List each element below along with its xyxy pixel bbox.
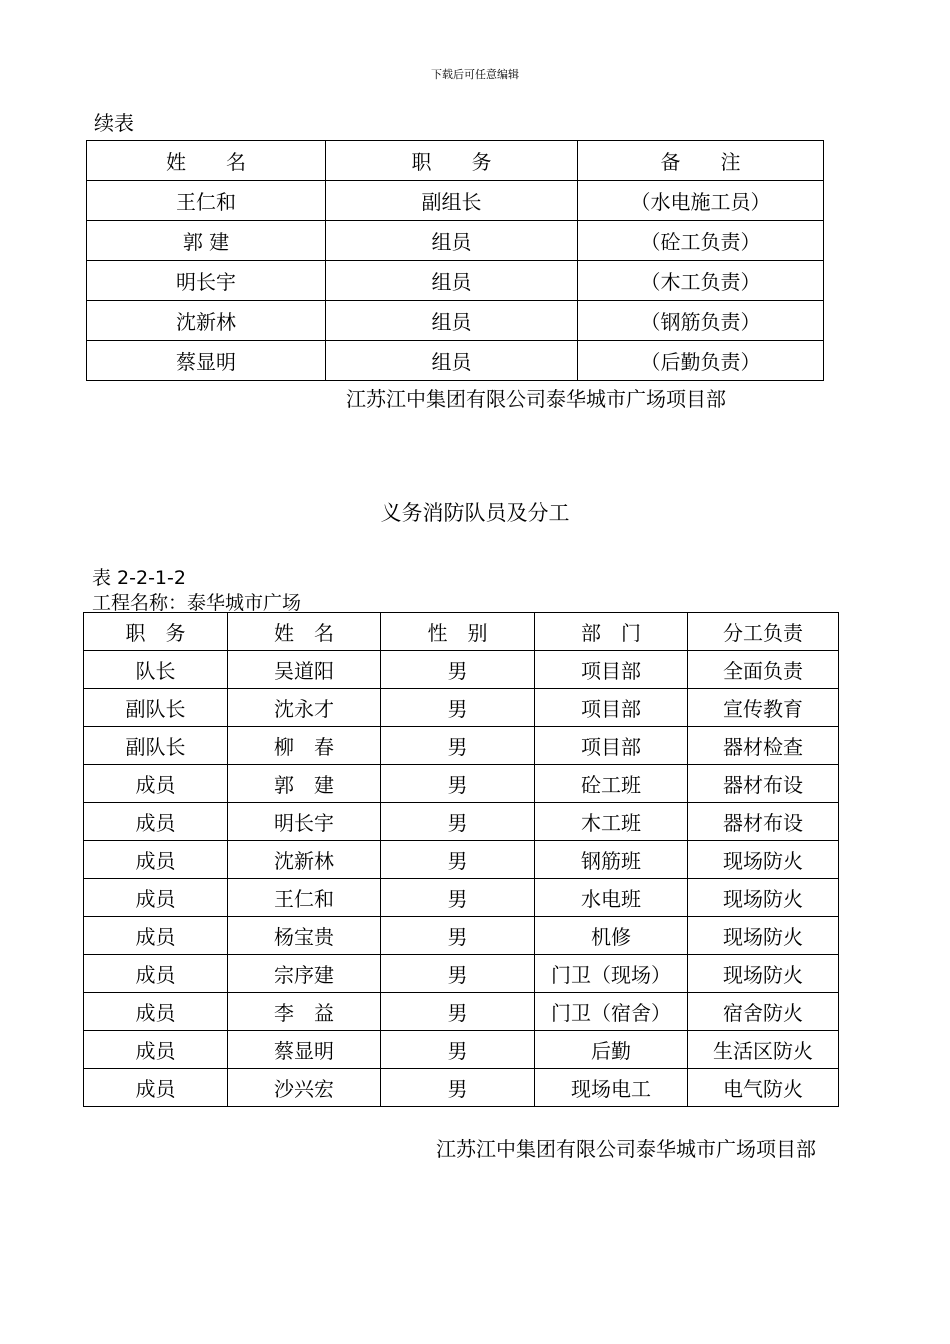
table-cell: 成员 <box>84 1069 228 1107</box>
table-cell: 男 <box>381 917 535 955</box>
table-cell: 沈永才 <box>228 689 381 727</box>
table-cell: 副队长 <box>84 689 228 727</box>
company-name-1: 江苏江中集团有限公司泰华城市广场项目部 <box>346 387 726 411</box>
table-cell: 组员 <box>326 341 578 381</box>
column-header: 职 务 <box>84 613 228 651</box>
table-cell: 器材布设 <box>688 803 839 841</box>
table-header-row <box>87 141 824 181</box>
table-cell: 男 <box>381 651 535 689</box>
table-cell: 后勤 <box>535 1031 688 1069</box>
table-cell: 蔡显明 <box>87 341 326 381</box>
table-cell: 门卫（宿舍） <box>535 993 688 1031</box>
table-row <box>84 1031 839 1069</box>
table-cell: 成员 <box>84 879 228 917</box>
table-row <box>87 261 824 301</box>
column-header: 姓 名 <box>228 613 381 651</box>
table-cell: 成员 <box>84 955 228 993</box>
table-row <box>87 301 824 341</box>
column-header: 部 门 <box>535 613 688 651</box>
table-cell: 男 <box>381 803 535 841</box>
table-cell: 木工班 <box>535 803 688 841</box>
table-cell: 明长宇 <box>228 803 381 841</box>
table-cell: 机修 <box>535 917 688 955</box>
table-cell: 现场防火 <box>688 917 839 955</box>
table-cell: 吴道阳 <box>228 651 381 689</box>
table-cell: 成员 <box>84 1031 228 1069</box>
company-name-2: 江苏江中集团有限公司泰华城市广场项目部 <box>436 1137 816 1161</box>
table-cell: 现场防火 <box>688 841 839 879</box>
table-cell: 组员 <box>326 221 578 261</box>
table-cell: 门卫（现场） <box>535 955 688 993</box>
table-cell: 砼工班 <box>535 765 688 803</box>
table-cell: （钢筋负责） <box>578 301 824 341</box>
continued-table <box>86 140 824 381</box>
table-header-row <box>84 613 839 651</box>
table-cell: 男 <box>381 955 535 993</box>
table-row <box>84 841 839 879</box>
table-cell: 现场防火 <box>688 955 839 993</box>
table-cell: 男 <box>381 727 535 765</box>
table-cell: 男 <box>381 689 535 727</box>
table-cell: 李 益 <box>228 993 381 1031</box>
table-cell: 项目部 <box>535 651 688 689</box>
column-header: 职 务 <box>326 141 578 181</box>
table-cell: 男 <box>381 1031 535 1069</box>
table-cell: 器材检查 <box>688 727 839 765</box>
table-row <box>87 341 824 381</box>
table-cell: 蔡显明 <box>228 1031 381 1069</box>
table-cell: 王仁和 <box>228 879 381 917</box>
table-cell: （水电施工员） <box>578 181 824 221</box>
column-header: 备 注 <box>578 141 824 181</box>
table-cell: 男 <box>381 841 535 879</box>
table-cell: 水电班 <box>535 879 688 917</box>
table-cell: 男 <box>381 879 535 917</box>
table-row <box>84 879 839 917</box>
table-row <box>87 221 824 261</box>
table-cell: 沈新林 <box>87 301 326 341</box>
table-cell: 男 <box>381 1069 535 1107</box>
table-cell: 生活区防火 <box>688 1031 839 1069</box>
table-cell: 组员 <box>326 261 578 301</box>
table-cell: 柳 春 <box>228 727 381 765</box>
continued-table-title: 续表 <box>94 111 134 135</box>
table-cell: 副队长 <box>84 727 228 765</box>
table-cell: 现场防火 <box>688 879 839 917</box>
table-row <box>84 727 839 765</box>
column-header: 分工负责 <box>688 613 839 651</box>
table-cell: 成员 <box>84 917 228 955</box>
page-header-note: 下载后可任意编辑 <box>431 68 519 81</box>
table-cell: 男 <box>381 993 535 1031</box>
column-header: 性 别 <box>381 613 535 651</box>
table-cell: 器材布设 <box>688 765 839 803</box>
table-cell: 宿舍防火 <box>688 993 839 1031</box>
table-cell: 队长 <box>84 651 228 689</box>
table-cell: 组员 <box>326 301 578 341</box>
table-cell: 全面负责 <box>688 651 839 689</box>
table-row <box>87 181 824 221</box>
table-cell: 成员 <box>84 765 228 803</box>
table-cell: 沙兴宏 <box>228 1069 381 1107</box>
table-row <box>84 1069 839 1107</box>
table-cell: 副组长 <box>326 181 578 221</box>
table-cell: 现场电工 <box>535 1069 688 1107</box>
table-cell: 王仁和 <box>87 181 326 221</box>
table-cell: 宣传教育 <box>688 689 839 727</box>
column-header: 姓 名 <box>87 141 326 181</box>
table-row <box>84 917 839 955</box>
table-row <box>84 993 839 1031</box>
table-row <box>84 765 839 803</box>
table-cell: 成员 <box>84 993 228 1031</box>
table-cell: 钢筋班 <box>535 841 688 879</box>
table-cell: 成员 <box>84 841 228 879</box>
table-cell: （木工负责） <box>578 261 824 301</box>
table-row <box>84 651 839 689</box>
table-row <box>84 955 839 993</box>
table-cell: 男 <box>381 765 535 803</box>
table-cell: （后勤负责） <box>578 341 824 381</box>
table-cell: 郭 建 <box>87 221 326 261</box>
table-cell: 杨宝贵 <box>228 917 381 955</box>
table-cell: 沈新林 <box>228 841 381 879</box>
table-cell: 电气防火 <box>688 1069 839 1107</box>
table-cell: 项目部 <box>535 727 688 765</box>
section-title: 义务消防队员及分工 <box>380 501 570 525</box>
table-row <box>84 689 839 727</box>
table-row <box>84 803 839 841</box>
table-cell: （砼工负责） <box>578 221 824 261</box>
table-cell: 明长宇 <box>87 261 326 301</box>
project-name: 工程名称：泰华城市广场 <box>92 592 302 614</box>
table-cell: 郭 建 <box>228 765 381 803</box>
table-number: 表 2-2-1-2 <box>92 567 186 589</box>
table-cell: 宗序建 <box>228 955 381 993</box>
table-cell: 成员 <box>84 803 228 841</box>
table-cell: 项目部 <box>535 689 688 727</box>
fire-brigade-table <box>83 612 839 1107</box>
